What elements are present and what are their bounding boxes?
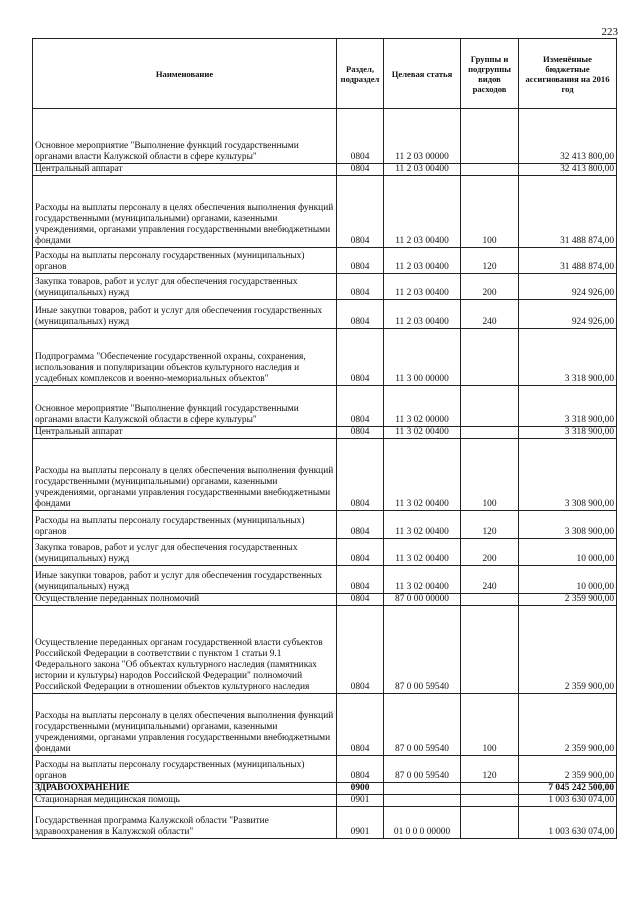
budget-table [32,38,617,839]
row-amount: 10 000,00 [519,566,617,594]
row-target: 11 2 03 00000 [384,109,461,164]
table-row [33,109,617,164]
header-section: Раздел, подраздел [337,39,384,109]
header-target: Целевая статья [384,39,461,109]
table-row [33,594,617,606]
row-group: 200 [461,274,519,300]
row-amount: 10 000,00 [519,539,617,566]
row-section: 0804 [337,756,384,783]
row-section: 0804 [337,386,384,427]
row-name: Стационарная медицинская помощь [33,795,337,807]
row-amount: 3 308 900,00 [519,439,617,511]
row-target: 11 3 02 00000 [384,386,461,427]
row-section: 0804 [337,594,384,606]
table-row [33,756,617,783]
row-group: 240 [461,566,519,594]
row-name: Основное мероприятие "Выполнение функций государственными органами власти Калужской области в сфере культуры" [33,109,337,164]
row-name: Центральный аппарат [33,164,337,176]
table-row [33,566,617,594]
row-section: 0804 [337,427,384,439]
row-section: 0804 [337,439,384,511]
row-amount: 2 359 900,00 [519,694,617,756]
row-group [461,783,519,795]
table-row [33,694,617,756]
row-name: Иные закупки товаров, работ и услуг для обеспечения государственных (муниципальных) нужд [33,566,337,594]
row-amount: 1 003 630 074,00 [519,795,617,807]
row-name: Осуществление переданных органам государственной власти субъектов Российской Федерации в соответствии с пунктом 1 статьи 9.1 Федерального закона "Об объектах культурного наследия (памятниках истории и культуры) народов Российской Федерации" полномочий Российской Федерации в отношении объектов культурного наследия [33,606,337,694]
row-amount: 3 308 900,00 [519,511,617,539]
row-name: Центральный аппарат [33,427,337,439]
row-section: 0804 [337,566,384,594]
row-section: 0900 [337,783,384,795]
row-name: Расходы на выплаты персоналу государственных (муниципальных) органов [33,248,337,274]
row-group: 100 [461,176,519,248]
row-group: 120 [461,511,519,539]
table-row [33,300,617,329]
row-group [461,427,519,439]
table-row [33,164,617,176]
row-name: Закупка товаров, работ и услуг для обеспечения государственных (муниципальных) нужд [33,274,337,300]
row-name: Иные закупки товаров, работ и услуг для обеспечения государственных (муниципальных) нужд [33,300,337,329]
row-amount: 32 413 800,00 [519,109,617,164]
row-section: 0804 [337,511,384,539]
row-section: 0804 [337,274,384,300]
row-target: 11 3 02 00400 [384,511,461,539]
row-amount: 7 045 242 500,00 [519,783,617,795]
row-group [461,795,519,807]
row-target: 11 2 03 00400 [384,164,461,176]
table-row [33,783,617,795]
row-name: Осуществление переданных полномочий [33,594,337,606]
row-group [461,329,519,386]
table-row [33,248,617,274]
row-name: Закупка товаров, работ и услуг для обеспечения государственных (муниципальных) нужд [33,539,337,566]
row-amount: 2 359 900,00 [519,606,617,694]
row-section: 0804 [337,176,384,248]
row-target: 11 3 02 00400 [384,427,461,439]
row-name: Расходы на выплаты персоналу в целях обеспечения выполнения функций государственными (муниципальными) органами, казенными учреждениями, органами управления государственными внебюджетными фондами [33,439,337,511]
row-section: 0804 [337,606,384,694]
page-number: 223 [601,26,618,38]
row-target: 11 2 03 00400 [384,248,461,274]
table-row [33,386,617,427]
row-target: 87 0 00 00000 [384,594,461,606]
row-name: ЗДРАВООХРАНЕНИЕ [33,783,337,795]
row-section: 0804 [337,694,384,756]
row-name: Расходы на выплаты персоналу государственных (муниципальных) органов [33,511,337,539]
row-group: 120 [461,248,519,274]
row-group: 200 [461,539,519,566]
table-row [33,807,617,839]
row-group: 120 [461,756,519,783]
row-section: 0901 [337,807,384,839]
table-row [33,795,617,807]
row-target [384,795,461,807]
row-amount: 3 318 900,00 [519,427,617,439]
row-section: 0804 [337,300,384,329]
header-expense-group: Группы и подгруппы видов расходов [461,39,519,109]
row-group [461,807,519,839]
row-amount: 924 926,00 [519,274,617,300]
row-target [384,783,461,795]
row-target: 11 2 03 00400 [384,300,461,329]
row-group: 240 [461,300,519,329]
table-row [33,329,617,386]
row-section: 0804 [337,329,384,386]
row-amount: 32 413 800,00 [519,164,617,176]
row-section: 0804 [337,248,384,274]
row-target: 11 2 03 00400 [384,176,461,248]
table-row [33,427,617,439]
row-amount: 924 926,00 [519,300,617,329]
row-section: 0901 [337,795,384,807]
row-target: 11 3 02 00400 [384,566,461,594]
row-target: 87 0 00 59540 [384,606,461,694]
row-amount: 3 318 900,00 [519,329,617,386]
table-row [33,439,617,511]
table-row [33,274,617,300]
row-name: Расходы на выплаты персоналу в целях обеспечения выполнения функций государственными (муниципальными) органами, казенными учреждениями, органами управления государственными внебюджетными фондами [33,176,337,248]
row-amount: 3 318 900,00 [519,386,617,427]
table-row [33,511,617,539]
row-section: 0804 [337,164,384,176]
row-group [461,594,519,606]
row-section: 0804 [337,109,384,164]
header-amount: Изменённые бюджетные ассигнования на 2016 год [519,39,617,109]
row-name: Государственная программа Калужской области "Развитие здравоохранения в Калужской области" [33,807,337,839]
row-target: 11 3 00 00000 [384,329,461,386]
row-target: 11 3 02 00400 [384,439,461,511]
row-section: 0804 [337,539,384,566]
row-name: Расходы на выплаты персоналу в целях обеспечения выполнения функций государственными (муниципальными) органами, казенными учреждениями, органами управления государственными внебюджетными фондами [33,694,337,756]
row-target: 87 0 00 59540 [384,694,461,756]
row-amount: 2 359 900,00 [519,594,617,606]
row-target: 11 3 02 00400 [384,539,461,566]
row-name: Основное мероприятие "Выполнение функций государственными органами власти Калужской области в сфере культуры" [33,386,337,427]
row-amount: 1 003 630 074,00 [519,807,617,839]
row-group [461,164,519,176]
row-target: 01 0 0 0 00000 [384,807,461,839]
table-row [33,176,617,248]
row-group [461,109,519,164]
row-amount: 2 359 900,00 [519,756,617,783]
row-name: Подпрограмма "Обеспечение государственной охраны, сохранения, использования и популяризации объектов культурного наследия и усадебных комплексов и военно-мемориальных объектов" [33,329,337,386]
row-group: 100 [461,439,519,511]
row-target: 87 0 00 59540 [384,756,461,783]
row-group [461,606,519,694]
row-amount: 31 488 874,00 [519,176,617,248]
table-row [33,539,617,566]
table-row [33,606,617,694]
row-name: Расходы на выплаты персоналу государственных (муниципальных) органов [33,756,337,783]
row-amount: 31 488 874,00 [519,248,617,274]
row-group: 100 [461,694,519,756]
row-target: 11 2 03 00400 [384,274,461,300]
header-name: Наименование [33,39,337,109]
row-group [461,386,519,427]
